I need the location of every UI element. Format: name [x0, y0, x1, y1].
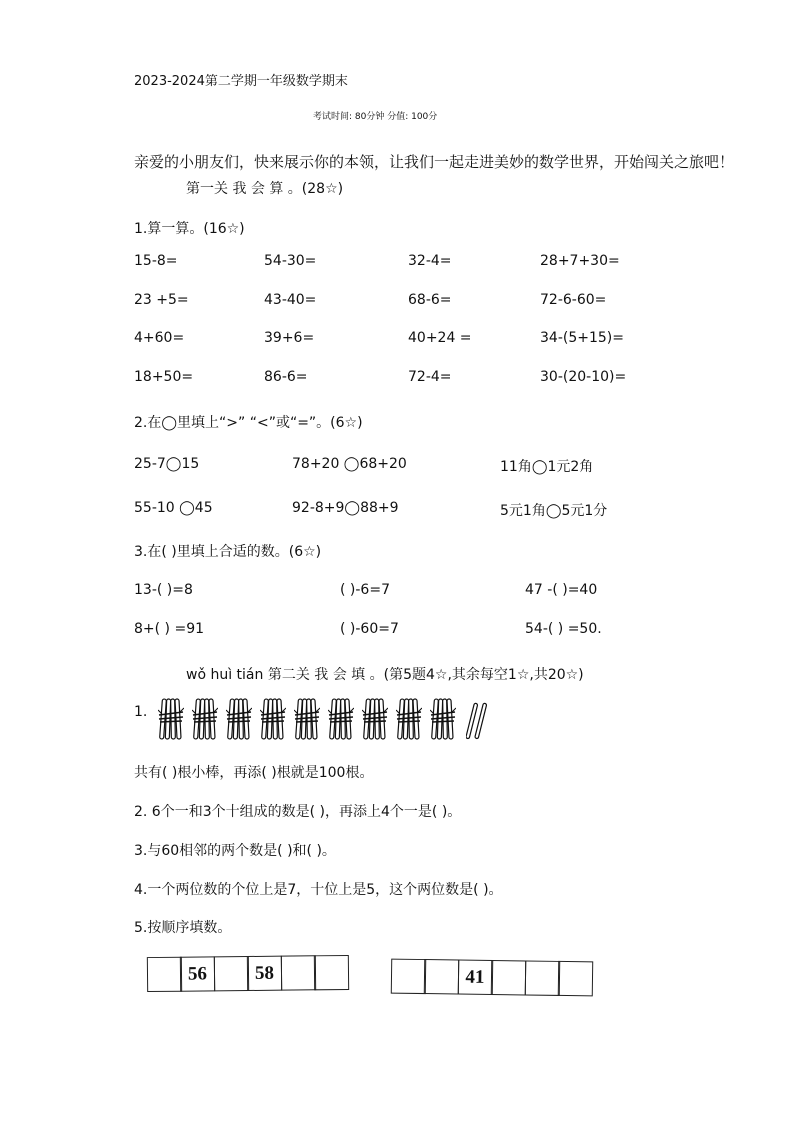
sequence-cell[interactable]: [213, 956, 248, 991]
part2-q1-label: 1.: [134, 704, 148, 720]
sequence-cell[interactable]: 58: [247, 956, 282, 991]
q3-fill-r2-c1: 8+( ) =91: [134, 621, 205, 637]
q1-expr-r1-c3: 32-4=: [408, 253, 452, 269]
q3-fill-r1-c3: 47 -( )=40: [525, 582, 598, 598]
q1-title: 1.算一算。(16☆): [134, 221, 245, 237]
q2-title: 2.在◯里填上“>” “<”或“=”。(6☆): [134, 415, 363, 431]
stick-bundle-icon: [396, 698, 422, 740]
stick-bundle-icon: [260, 698, 286, 740]
stick-bundle-icon: [328, 698, 354, 740]
part2-q5-text: 5.按顺序填数。: [134, 920, 232, 936]
sequence-cell[interactable]: [558, 961, 593, 996]
sequence-cell[interactable]: 41: [457, 960, 492, 995]
sequence-cell[interactable]: [524, 960, 559, 995]
q1-expr-r2-c2: 43-40=: [264, 292, 317, 308]
q1-expr-r1-c1: 15-8=: [134, 253, 178, 269]
sequence-cell[interactable]: [146, 957, 181, 992]
single-sticks-icon: [466, 702, 488, 740]
part2-q1-text: 共有( )根小棒，再添( )根就是100根。: [134, 765, 374, 781]
sequence-cell[interactable]: [424, 959, 459, 994]
q1-expr-r2-c3: 68-6=: [408, 292, 452, 308]
stick-bundle-icon: [158, 698, 184, 740]
sequence-cell[interactable]: [491, 960, 526, 995]
q1-expr-r3-c4: 34-(5+15)=: [540, 330, 624, 346]
q1-expr-r2-c4: 72-6-60=: [540, 292, 607, 308]
stick-bundle-icon: [430, 698, 456, 740]
q2-compare-r1-c2: 78+20 ◯68+20: [292, 456, 407, 472]
q2-compare-r1-c3: 11角◯1元2角: [500, 459, 594, 475]
q2-compare-r1-c1: 25-7◯15: [134, 456, 200, 472]
q2-compare-r2-c3: 5元1角◯5元1分: [500, 503, 608, 519]
q3-fill-r1-c2: ( )-6=7: [340, 582, 390, 598]
q1-expr-r3-c2: 39+6=: [264, 330, 315, 346]
section-title-part1: 第一关 我 会 算 。(28☆): [186, 181, 344, 197]
intro-text: 亲爱的小朋友们，快来展示你的本领，让我们一起走进美妙的数学世界，开始闯关之旅吧！: [134, 153, 735, 171]
q1-expr-r2-c1: 23 +5=: [134, 292, 189, 308]
q2-compare-r2-c2: 92-8+9◯88+9: [292, 500, 399, 516]
q1-expr-r3-c1: 4+60=: [134, 330, 185, 346]
q1-expr-r1-c4: 28+7+30=: [540, 253, 620, 269]
part2-q3-text: 3.与60相邻的两个数是( )和( )。: [134, 843, 336, 859]
q3-fill-r2-c3: 54-( ) =50.: [525, 621, 602, 637]
part2-q2-text: 2. 6个一和3个十组成的数是( )，再添上4个一是( )。: [134, 804, 462, 820]
sequence-box-row-2: [392, 959, 593, 997]
q3-fill-r2-c2: ( )-60=7: [340, 621, 399, 637]
sequence-cell[interactable]: [390, 959, 425, 994]
q1-expr-r1-c2: 54-30=: [264, 253, 317, 269]
section-title-part2: wǒ huì tián 第二关 我 会 填 。(第5题4☆,其余每空1☆,共20☆): [186, 667, 584, 683]
stick-bundle-icon: [226, 698, 252, 740]
q3-title: 3.在( )里填上合适的数。(6☆): [134, 544, 322, 560]
q1-expr-r4-c4: 30-(20-10)=: [540, 369, 627, 385]
sequence-box-row-1: [148, 955, 349, 992]
sequence-cell[interactable]: 56: [180, 956, 215, 991]
sequence-cell[interactable]: [280, 955, 315, 990]
page-title: 2023-2024第二学期一年级数学期末: [134, 74, 348, 89]
q2-compare-r2-c1: 55-10 ◯45: [134, 500, 213, 516]
stick-bundle-icon: [362, 698, 388, 740]
q1-expr-r4-c2: 86-6=: [264, 369, 308, 385]
q1-expr-r4-c1: 18+50=: [134, 369, 194, 385]
stick-bundle-icon: [192, 698, 218, 740]
q3-fill-r1-c1: 13-( )=8: [134, 582, 193, 598]
q1-expr-r3-c3: 40+24 =: [408, 330, 472, 346]
sequence-cell[interactable]: [314, 955, 349, 990]
stick-bundle-icon: [294, 698, 320, 740]
part2-q4-text: 4.一个两位数的个位上是7，十位上是5，这个两位数是( )。: [134, 882, 503, 898]
q1-expr-r4-c3: 72-4=: [408, 369, 452, 385]
exam-info: 考试时间: 80分钟 分值: 100分: [313, 112, 438, 122]
